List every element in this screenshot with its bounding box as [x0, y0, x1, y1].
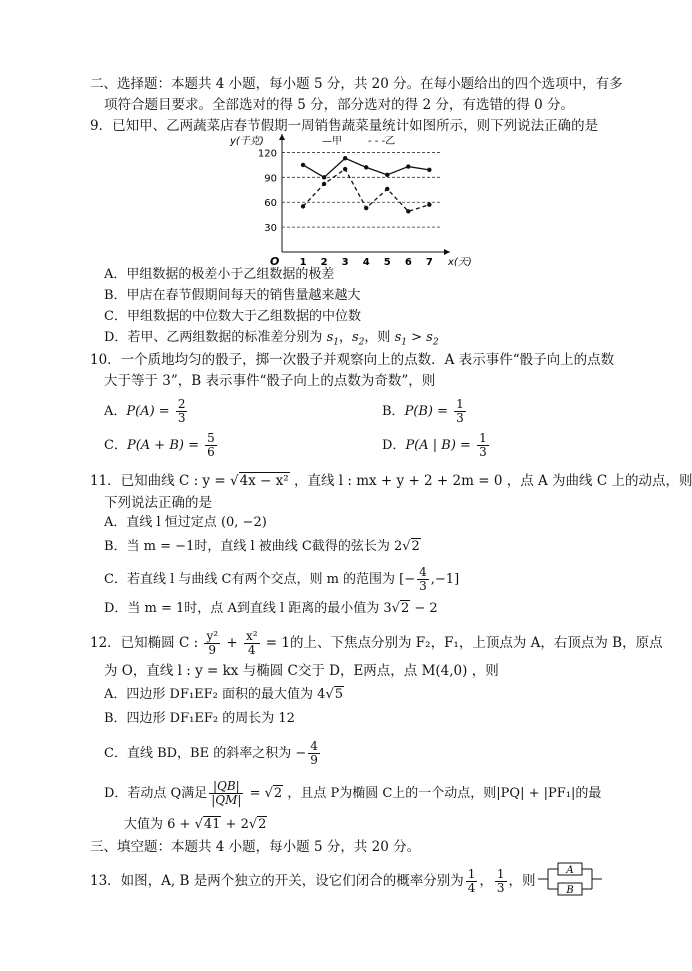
x-tick-label: 7 — [425, 257, 433, 268]
x-tick-label: 3 — [341, 257, 349, 268]
data-point — [301, 163, 305, 167]
y-tick-label: 30 — [264, 223, 277, 235]
radicand: 4x − x² — [239, 473, 289, 489]
x-axis-label: x(天) — [448, 257, 472, 268]
x-tick-label: 5 — [383, 257, 391, 268]
data-point — [427, 203, 431, 207]
data-point — [364, 206, 368, 210]
x-axis-arrow — [444, 249, 450, 255]
data-point — [343, 156, 347, 160]
q11-option-c: C．若直线 l 与曲线 C有两个交点，则 m 的范围为 [− $\frac{4}{3}$ ,−1] — [104, 565, 460, 593]
switch-a-label: A — [566, 865, 574, 876]
parallel-switch-diagram — [538, 862, 602, 896]
q9-option-b: B．甲店在春节假期间每天的销售量越来越大 — [104, 288, 361, 303]
section-header: 三、填空题：本题共 4 小题，每小题 5 分，共 20 分。 — [90, 839, 421, 855]
y-tick-label: 90 — [264, 173, 277, 185]
data-point — [406, 164, 410, 168]
q11-stem-cont: 下列说法正确的是 — [104, 495, 212, 511]
q12-option-d: D．若动点 Q满足 $\frac{|QB|}{|QM|}$ = √2 ，且点 P为椭圆 C上的一个动点，则|PQ| + |PF₁|的最 — [104, 779, 602, 807]
x-tick-label: 4 — [362, 257, 370, 268]
data-point — [301, 204, 305, 208]
y-axis-arrow — [279, 134, 285, 140]
section-header-cont: 项符合题目要求。全部选对的得 5 分，部分选对的得 2 分，有选错的得 0 分。 — [104, 97, 575, 113]
q11-option-a: A．直线 l 恒过定点 (0, −2) — [104, 515, 267, 530]
s2-symbol: $s_2$ — [352, 330, 365, 348]
q12-option-c: C．直线 BD，BE 的斜率之积为 − $\frac{4}{9}$ — [104, 739, 318, 767]
y-tick-label: 60 — [264, 198, 277, 210]
data-point — [427, 168, 431, 172]
legend-item: —甲 — [322, 136, 342, 147]
fraction: $\frac{2}{3}$ — [177, 397, 186, 425]
data-point — [385, 173, 389, 177]
fraction: $\frac{4}{9}$ — [310, 739, 318, 767]
q12-stem: 12．已知椭圆 C : $\frac{\text{y²}}{9}$ + $\frac{\text{x²}}{4}$ = 1的上、下焦点分别为 F₂，F₁，上顶点为 A，右顶点为 B，原点 — [90, 629, 663, 657]
sales-line-chart — [230, 132, 472, 272]
fraction: $\frac{1}{3}$ — [456, 397, 464, 425]
origin-label: O — [270, 255, 280, 268]
fraction: $\frac{5}{6}$ — [207, 431, 215, 459]
legend-item: - - -乙 — [368, 136, 396, 147]
switch-b-label: B — [566, 885, 574, 896]
q9-option-d: D．若甲、乙两组数据的标准差分别为 $s_1$，$s_2$，则 $s_1 > s_2$ — [104, 330, 439, 348]
q10-option-b: B．P(B) = $\frac{1}{3}$ — [382, 397, 464, 425]
q9-option-d-text: D．若甲、乙两组数据的标准差分别为 — [104, 330, 323, 345]
data-point — [343, 167, 347, 171]
q10-option-d: D．P(A | B) = $\frac{1}{3}$ — [382, 431, 487, 459]
data-point — [406, 209, 410, 213]
inequality: $s_1 > s_2$ — [394, 330, 439, 348]
data-point — [322, 182, 326, 186]
q11-stem: 11．已知曲线 C : y = √4x − x² ，直线 l : mx + y + 2 + 2m = 0 ，点 A 为曲线 C 上的动点，则 — [90, 473, 692, 489]
q13-stem: 13．如图，A, B 是两个独立的开关，设它们闭合的概率分别为 $\frac{1}{4}$ ， $\frac{1}{3}$ ，则 — [90, 867, 536, 895]
fraction: $\frac{\text{x²}}{4}$ — [245, 629, 258, 657]
fraction: $\frac{\text{y²}}{9}$ — [206, 629, 219, 657]
q12-option-b: B．四边形 DF₁EF₂ 的周长为 12 — [104, 711, 295, 726]
data-point — [385, 187, 389, 191]
q12-stem-cont: 为 O，直线 l : y = kx 与椭圆 C交于 D，E两点，点 M(4,0) ，则 — [104, 663, 499, 679]
x-tick-label: 2 — [320, 257, 328, 268]
q9-stem: 9．已知甲、乙两蔬菜店春节假期一周销售蔬菜量统计如图所示，则下列说法正确的是 — [90, 118, 599, 134]
fraction: $\frac{|QB|}{|QM|}$ — [211, 779, 242, 807]
q12-option-d-cont: 大值为 6 + √41 + 2√2 — [124, 817, 267, 832]
q10-option-a: A．P(A) = $\frac{2}{3}$ — [104, 397, 186, 425]
q9-option-a: A．甲组数据的极差小于乙组数据的极差 — [104, 267, 335, 282]
q11-option-d: D．当 m = 1时，点 A到直线 l 距离的最小值为 3√2 − 2 — [104, 601, 438, 616]
fraction: $\frac{1}{3}$ — [496, 867, 505, 895]
data-point — [364, 165, 368, 169]
section-header: 二、选择题：本题共 4 小题，每小题 5 分，共 20 分。在每小题给出的四个选项中，有多 — [90, 76, 623, 92]
data-point — [322, 175, 326, 179]
q9-option-c: C．甲组数据的中位数大于乙组数据的中位数 — [104, 309, 361, 324]
y-axis-label: y(千克) — [230, 136, 264, 147]
q10-option-c: C．P(A + B) = $\frac{5}{6}$ — [104, 431, 215, 459]
s1-symbol: $s_1$ — [326, 330, 339, 348]
q12-option-a: A．四边形 DF₁EF₂ 面积的最大值为 4√5 — [104, 687, 344, 702]
fraction: $\frac{4}{3}$ — [419, 565, 427, 593]
q10-stem-cont: 大于等于 3”，B 表示事件“骰子向上的点数为奇数”，则 — [104, 373, 436, 389]
q11-option-b: B．当 m = −1时，直线 l 被曲线 C截得的弦长为 2√2 — [104, 539, 420, 554]
fraction: $\frac{1}{4}$ — [467, 867, 476, 895]
y-tick-label: 120 — [257, 148, 277, 160]
q10-stem: 10．一个质地均匀的骰子，掷一次骰子并观察向上的点数．A 表示事件“骰子向上的点数 — [90, 352, 615, 368]
x-tick-label: 6 — [404, 257, 412, 268]
fraction: $\frac{1}{3}$ — [479, 431, 487, 459]
x-tick-label: 1 — [299, 257, 307, 268]
